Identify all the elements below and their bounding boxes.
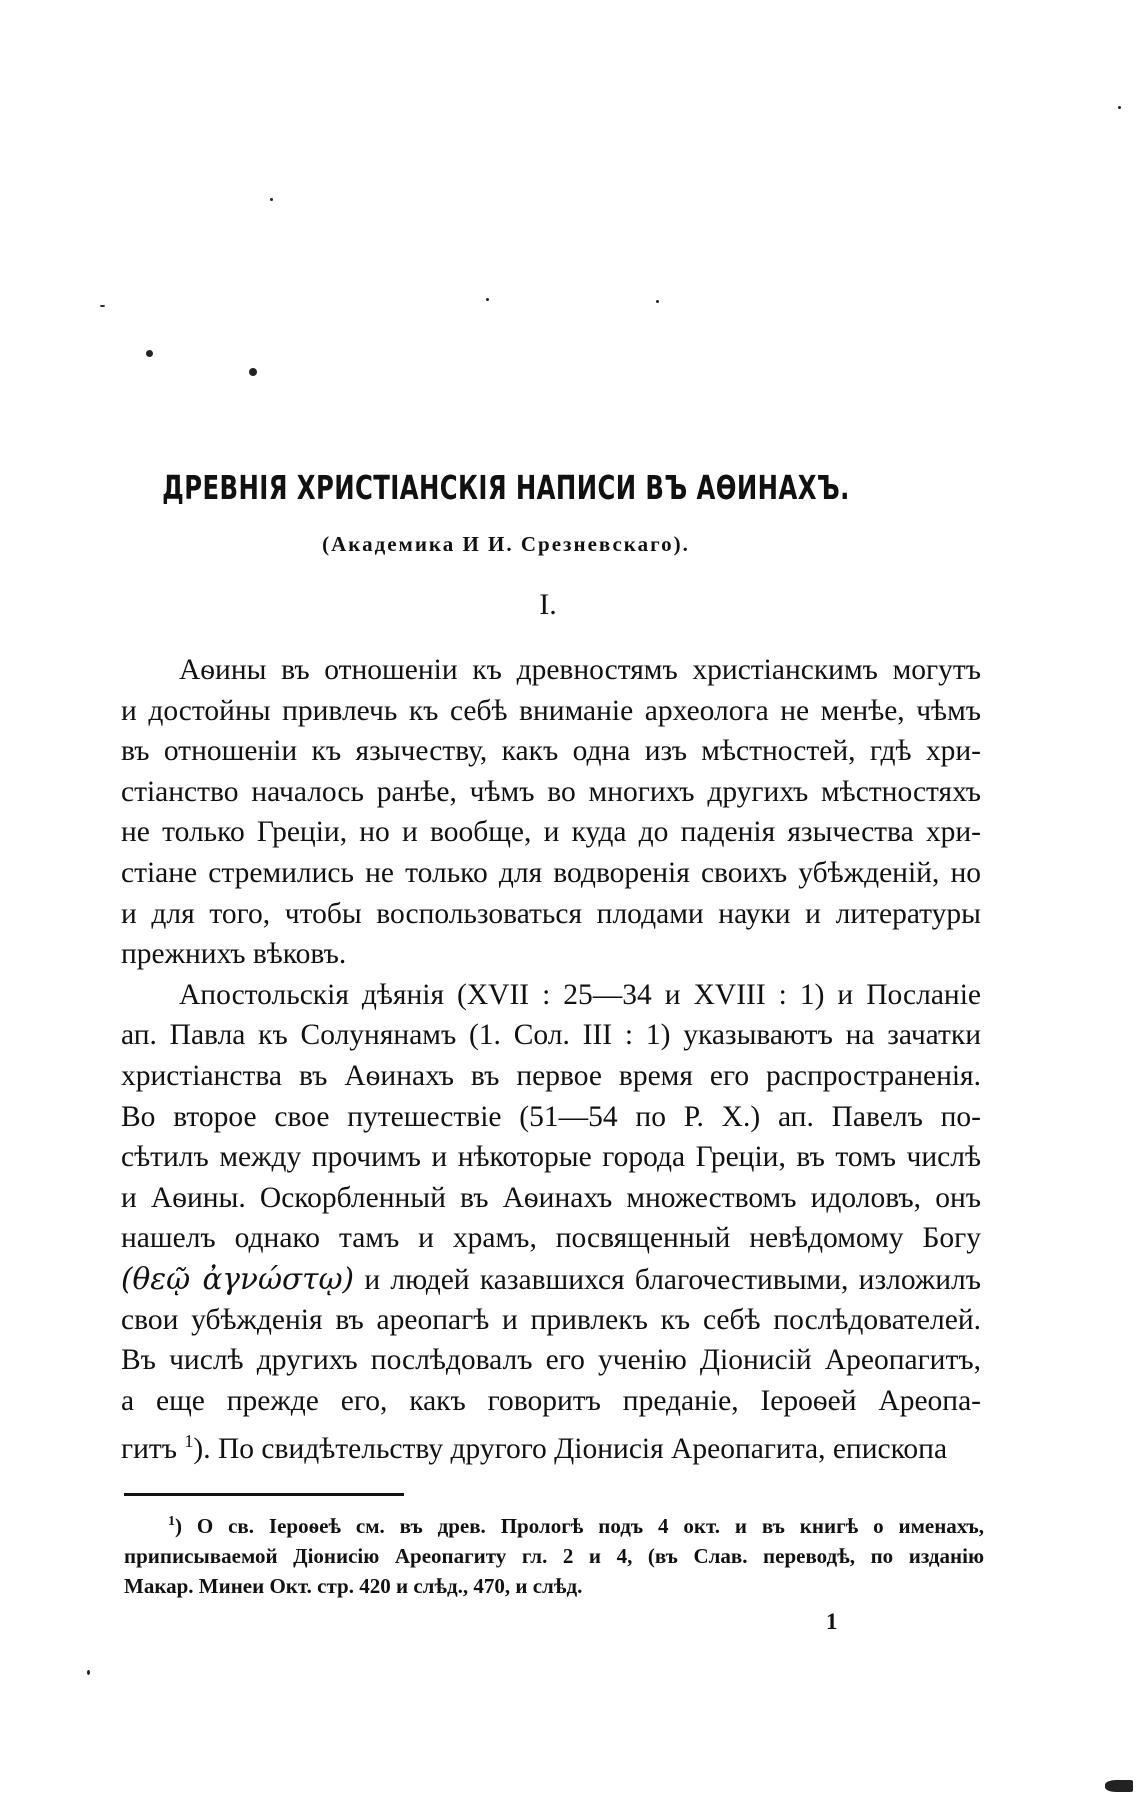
text-line: нашелъ однако тамъ и храмъ, посвященный невѣдомому Богу	[121, 1222, 981, 1255]
text-line: и достойны привлечь къ себѣ вниманіе археолога не менѣе, чѣмъ	[121, 694, 981, 727]
text-line-end: ). По свидѣтельству другого Діонисія Ареопагита, епископа	[193, 1433, 948, 1466]
text-line: стіане стремились не только для водворенія своихъ убѣжденій, но	[121, 856, 981, 889]
text-line: христіанства въ Аѳинахъ въ первое время его распространенія.	[121, 1059, 981, 1092]
text-line: стіанство началось ранѣе, чѣмъ во многихъ другихъ мѣстностяхъ	[121, 775, 981, 808]
footnote-divider	[124, 1493, 404, 1496]
author-line: (Академика И И. Срезневскаго).	[322, 532, 690, 556]
footnote-line-text: О св. Іероѳеѣ см. въ древ. Прологѣ подъ 4 окт. и въ книгѣ о именахъ,	[196, 1514, 984, 1538]
scan-speck	[656, 300, 659, 303]
text-line: не только Греціи, но и вообще, и куда до паденія язычества хри-	[121, 816, 981, 849]
section-number: I.	[539, 588, 557, 621]
text-line: Апостольскія дѣянія (XVII : 25—34 и XVIII : 1) и Посланіе	[179, 978, 981, 1011]
greek-phrase: (θεῷ ἀγνώστῳ)	[121, 1261, 355, 1296]
footnote-line: $^1$) О св. Іероѳеѣ см. въ древ. Прологѣ подъ 4 окт. и въ книгѣ о именахъ,	[168, 1514, 984, 1538]
footnote-line: приписываемой Діонисію Ареопагиту гл. 2 и 4, (въ Слав. переводѣ, по изданію	[124, 1544, 984, 1568]
text-line: ап. Павла къ Солунянамъ (1. Сол. III : 1) указываютъ на зачатки	[121, 1019, 981, 1052]
footnote-line: Макар. Минеи Окт. стр. 420 и слѣд., 470, и слѣд.	[124, 1574, 583, 1598]
text-line: сѣтилъ между прочимъ и нѣкоторые города Греціи, въ томъ числѣ	[121, 1141, 981, 1174]
page-title: ДРЕВНІЯ ХРИСТІАНСКІЯ НАПИСИ ВЪ АѲИНАХЪ.	[162, 468, 850, 507]
text-line: въ отношеніи къ язычеству, какъ одна изъ мѣстностей, гдѣ хри-	[121, 735, 981, 768]
text-line-start: гитъ	[121, 1433, 178, 1466]
text-line: прежнихъ вѣковъ.	[121, 938, 347, 971]
text-line: и Аѳины. Оскорбленный въ Аѳинахъ множествомъ идоловъ, онъ	[121, 1181, 981, 1214]
footnote-ref: 1	[184, 1431, 194, 1452]
text-line-rest: и людей казавшихся благочестивыми, изложилъ	[364, 1263, 981, 1296]
scan-speck	[249, 368, 257, 376]
scan-speck	[270, 198, 273, 201]
scan-speck	[1105, 1780, 1133, 1792]
text-line: и для того, чтобы воспользоваться плодами науки и литературы	[121, 897, 981, 930]
text-line-with-greek	[121, 1259, 981, 1300]
text-line: свои убѣжденія въ ареопагѣ и привлекъ къ себѣ послѣдователей.	[121, 1303, 981, 1336]
body-text	[121, 650, 981, 1466]
scan-speck	[486, 298, 489, 301]
text-line: Въ числѣ другихъ послѣдовалъ его ученію Діонисій Ареопагитъ,	[121, 1344, 981, 1377]
scan-speck	[1118, 106, 1121, 109]
footnote	[124, 1507, 984, 1601]
text-line: Аѳины въ отношеніи къ древностямъ христіанскимъ могутъ	[179, 654, 981, 686]
text-line: Во второе свое путешествіе (51—54 по Р. Х.) ап. Павелъ по-	[121, 1100, 981, 1133]
scan-speck	[146, 350, 153, 357]
text-line-with-footnote-ref	[121, 1421, 981, 1466]
footnote-marker: 1	[168, 1514, 175, 1529]
scan-speck	[87, 1670, 90, 1675]
scan-speck	[100, 305, 105, 307]
page-number: 1	[826, 1609, 838, 1634]
text-line: а еще прежде его, какъ говоритъ преданіе, Іероѳей Ареопа-	[121, 1384, 981, 1417]
